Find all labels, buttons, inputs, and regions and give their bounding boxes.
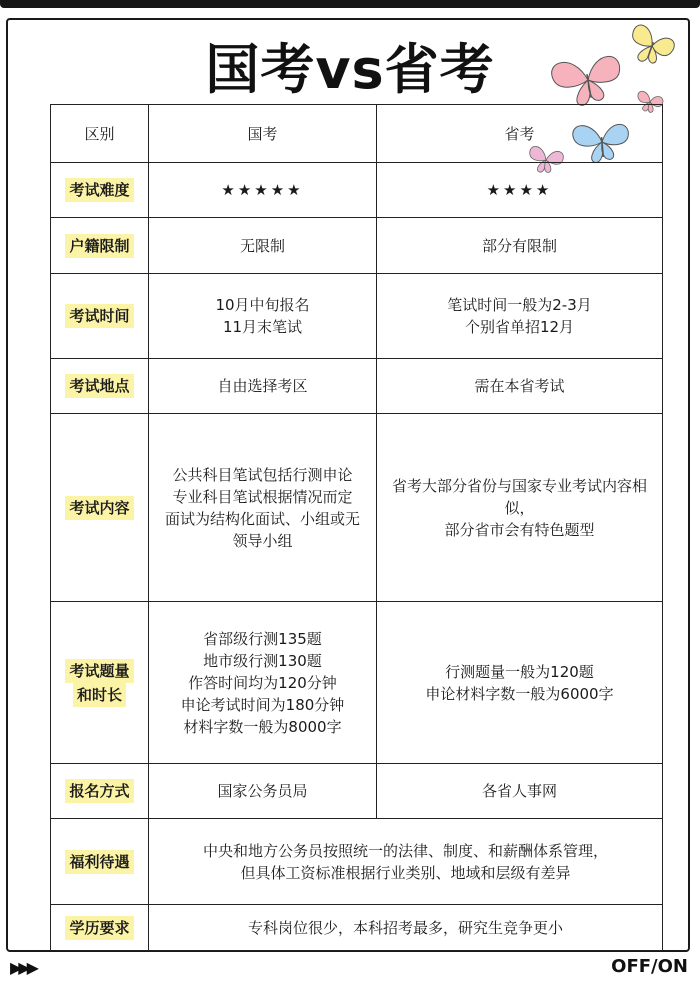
cell-line: 地市级行测130题	[203, 651, 322, 670]
table-row	[51, 602, 663, 764]
butterfly-pink-large-icon	[550, 53, 625, 110]
cell-line: 省部级行测135题	[203, 629, 322, 648]
cell-provincial	[377, 274, 663, 359]
row-label: 报名方式	[65, 779, 133, 803]
cell-line: 作答时间均为120分钟	[188, 673, 337, 692]
star-rating: ★★★★	[486, 181, 553, 199]
row-label: 福利待遇	[65, 850, 133, 874]
cell-line: 笔试时间一般为2-3月	[447, 296, 592, 314]
cell-line: 行测题量一般为120题	[445, 662, 594, 681]
off-on-toggle[interactable]: OFF/ON	[611, 956, 688, 977]
cell-line: 但具体工资标准根据行业类别、地域和层级有差异	[240, 863, 571, 882]
row-label: 考试题量	[65, 659, 133, 683]
row-label: 和时长	[73, 683, 126, 707]
cell-line: 申论材料字数一般为6000字	[425, 684, 614, 703]
cell-line: 11月末笔试	[222, 318, 303, 336]
cell-provincial	[377, 602, 663, 764]
cell-provincial: 部分有限制	[377, 218, 663, 274]
table-row	[51, 218, 663, 274]
row-label: 考试时间	[65, 304, 133, 328]
table-row	[51, 764, 663, 819]
cell-merged	[149, 819, 663, 905]
table-row	[51, 414, 663, 602]
cell-line: 10月中旬报名	[215, 296, 310, 314]
cell-provincial	[377, 414, 663, 602]
table-row	[51, 274, 663, 359]
play-arrows-icon: ▶▶▶	[10, 958, 35, 977]
cell-national	[149, 274, 377, 359]
table-row	[51, 163, 663, 218]
page-title: 国考vs省考	[205, 38, 495, 101]
cell-merged: 专科岗位很少，本科招考最多，研究生竞争更小	[149, 905, 663, 951]
star-rating: ★★★★★	[221, 181, 304, 199]
header-label: 区别	[51, 105, 149, 163]
table-row	[51, 819, 663, 905]
cell-line: 申论考试时间为180分钟	[180, 695, 345, 714]
cell-line: 部分省市会有特色题型	[444, 520, 595, 539]
footer-bar	[0, 952, 700, 982]
cell-line: 公共科目笔试包括行测申论	[172, 465, 353, 484]
cell-line: 个别省单招12月	[464, 318, 575, 336]
header-provincial: 省考	[377, 105, 663, 163]
cell-line: 面试为结构化面试、小组或无领导小组	[164, 509, 360, 550]
row-label: 考试难度	[65, 178, 133, 202]
cell-national	[149, 414, 377, 602]
cell-line: 省考大部分省份与国家专业考试内容相似，	[391, 476, 647, 517]
row-label: 学历要求	[65, 916, 133, 940]
cell-national	[149, 602, 377, 764]
cell-national: 无限制	[149, 218, 377, 274]
cell-line: 专业科目笔试根据情况而定	[172, 487, 353, 506]
table-header-row	[51, 105, 663, 163]
butterfly-yellow-icon	[625, 23, 678, 70]
cell-line: 中央和地方公务员按照统一的法律、制度、和薪酬体系管理，	[202, 841, 608, 860]
cell-national: 自由选择考区	[149, 359, 377, 414]
top-bar	[0, 0, 700, 8]
cell-provincial: 各省人事网	[377, 764, 663, 819]
row-label: 户籍限制	[65, 234, 133, 258]
cell-national: 国家公务员局	[149, 764, 377, 819]
header-national: 国考	[149, 105, 377, 163]
cell-line: 材料字数一般为8000字	[183, 717, 342, 736]
table-row	[51, 359, 663, 414]
cell-provincial: 需在本省考试	[377, 359, 663, 414]
row-label: 考试地点	[65, 374, 133, 398]
comparison-table	[50, 104, 663, 951]
row-label: 考试内容	[65, 496, 133, 520]
table-row	[51, 905, 663, 951]
